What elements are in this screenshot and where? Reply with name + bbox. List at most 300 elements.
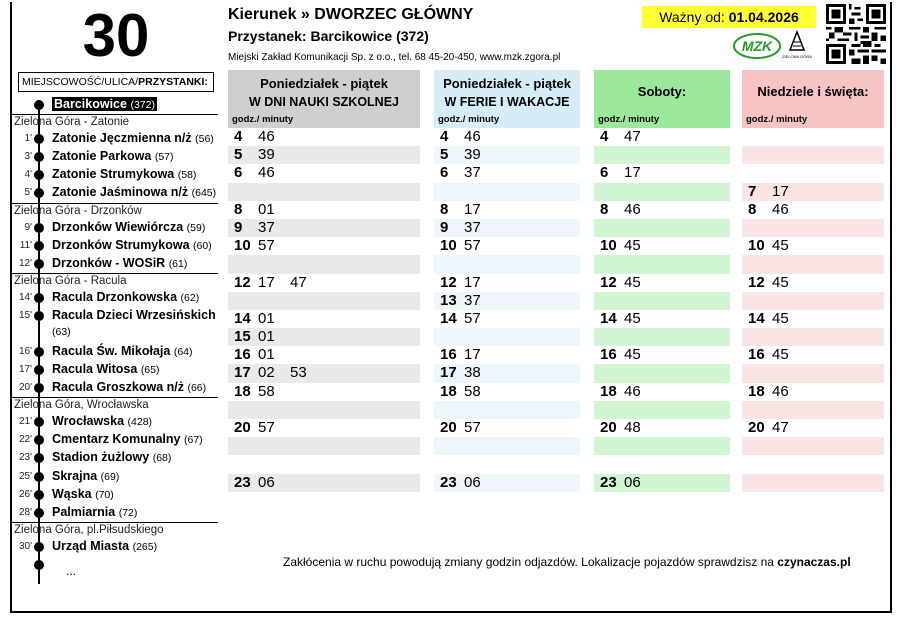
hour-row bbox=[594, 219, 730, 237]
minute: 02 bbox=[258, 364, 275, 382]
stop-name bbox=[52, 344, 193, 358]
stop-code: (265) bbox=[132, 540, 158, 553]
stop-code: (66) bbox=[187, 382, 207, 395]
hour-row bbox=[594, 437, 730, 455]
zone-label: Zielona Góra - Racula bbox=[12, 273, 218, 289]
minute: 45 bbox=[772, 273, 789, 291]
hour-row bbox=[228, 401, 420, 419]
stop-name bbox=[52, 97, 157, 111]
minute: 45 bbox=[624, 346, 641, 364]
hour: 17 bbox=[234, 364, 251, 382]
stop-code: (56) bbox=[195, 133, 214, 146]
hour: 23 bbox=[440, 473, 457, 491]
minute: 01 bbox=[258, 309, 275, 327]
hour-row bbox=[434, 292, 580, 310]
stop-code: (69) bbox=[100, 470, 120, 483]
stop-minutes: 21' bbox=[18, 416, 32, 428]
valid-from-badge bbox=[642, 6, 816, 28]
stops-header bbox=[18, 72, 214, 92]
stop-code: (57) bbox=[154, 151, 174, 164]
hour-row bbox=[434, 201, 580, 219]
zone-label: Zielona Góra, Wrocławska bbox=[12, 397, 218, 413]
stop-dot-icon bbox=[34, 490, 44, 500]
stop-code: (61) bbox=[168, 257, 188, 270]
hour-row bbox=[228, 201, 420, 219]
stop-code: (65) bbox=[140, 364, 160, 376]
stop-name-text: Racula Groszkowa n/ż bbox=[52, 380, 184, 395]
logo-text: MZK bbox=[741, 38, 773, 54]
minute: 45 bbox=[772, 309, 789, 327]
hour-row bbox=[742, 292, 884, 310]
minute: 47 bbox=[772, 419, 789, 436]
minute: 01 bbox=[258, 200, 275, 218]
stop-name-text: Drzonków Strumykowa bbox=[52, 237, 190, 252]
minute: 57 bbox=[258, 237, 275, 255]
stop-minutes: 25' bbox=[18, 470, 32, 482]
column-unit-label: godz./ minuty bbox=[746, 114, 808, 125]
hour-row bbox=[434, 219, 580, 237]
hour-row bbox=[434, 346, 580, 364]
hour: 7 bbox=[748, 182, 757, 200]
stop-name bbox=[52, 238, 212, 252]
minute: 06 bbox=[624, 473, 641, 491]
hour-row bbox=[742, 455, 884, 473]
stop-minutes: 1' bbox=[24, 133, 32, 145]
stop-dot-icon bbox=[34, 170, 44, 180]
logo-city-text: ZIELONA GÓRA bbox=[782, 54, 812, 59]
stop-code: (70) bbox=[95, 488, 114, 501]
direction-title: Kierunek » DWORZEC GŁÓWNY bbox=[228, 6, 474, 23]
column-subtitle: W FERIE I WAKACJE bbox=[444, 95, 570, 109]
minute: 45 bbox=[624, 273, 641, 291]
hour: 18 bbox=[748, 382, 765, 400]
hour-row bbox=[594, 255, 730, 273]
hour: 16 bbox=[234, 346, 251, 364]
hour-row bbox=[434, 310, 580, 328]
hour-row bbox=[434, 437, 580, 455]
stop-minutes: 15' bbox=[18, 309, 32, 321]
column-header bbox=[594, 70, 730, 128]
hour: 10 bbox=[234, 237, 251, 255]
stop-name bbox=[52, 131, 214, 145]
hour: 12 bbox=[748, 273, 765, 291]
hour-row bbox=[434, 419, 580, 437]
stop-name bbox=[52, 380, 206, 394]
stop-name bbox=[52, 149, 174, 163]
stop-minutes: 22' bbox=[18, 434, 32, 446]
stop-name-text: Drzonków - WOSiR bbox=[52, 255, 166, 270]
hour-row bbox=[228, 219, 420, 237]
hour-row bbox=[594, 474, 730, 492]
qr-code-icon bbox=[826, 4, 886, 64]
minute: 01 bbox=[258, 346, 275, 364]
hour: 12 bbox=[234, 273, 251, 291]
hour-row bbox=[742, 364, 884, 382]
stop-name bbox=[52, 220, 205, 234]
minute: 46 bbox=[624, 382, 641, 400]
stop-code: (63) bbox=[52, 325, 71, 338]
minute: 38 bbox=[464, 364, 481, 382]
hour-row bbox=[742, 274, 884, 292]
hour: 15 bbox=[234, 328, 251, 346]
minute: 46 bbox=[464, 128, 481, 145]
hour: 23 bbox=[234, 473, 251, 491]
stop-more: ... bbox=[66, 563, 77, 578]
hour-row bbox=[742, 474, 884, 492]
hour: 16 bbox=[600, 346, 617, 364]
minute: 17 bbox=[464, 273, 481, 291]
stop-dot-icon bbox=[34, 241, 44, 251]
valid-label: Ważny od: bbox=[659, 9, 729, 25]
minute: 17 bbox=[772, 182, 789, 200]
minute: 57 bbox=[464, 419, 481, 436]
hour: 6 bbox=[440, 164, 449, 182]
stop-minutes: 20' bbox=[18, 382, 32, 394]
hour-row bbox=[228, 437, 420, 455]
stop-dot-icon bbox=[34, 508, 44, 518]
departure-rows bbox=[594, 128, 730, 492]
hour-row bbox=[742, 255, 884, 273]
hour-row bbox=[434, 128, 580, 146]
hour-row bbox=[594, 237, 730, 255]
stop-name bbox=[52, 414, 152, 428]
valid-date: 01.04.2026 bbox=[728, 9, 799, 25]
hour-row bbox=[228, 237, 420, 255]
minute: 45 bbox=[772, 237, 789, 255]
hour-row bbox=[742, 346, 884, 364]
column-header bbox=[228, 70, 420, 128]
hour-row bbox=[594, 183, 730, 201]
hour-row bbox=[742, 437, 884, 455]
stop-code: (64) bbox=[173, 345, 193, 358]
hour: 12 bbox=[600, 273, 617, 291]
stop-name-text: Skrajna bbox=[52, 468, 98, 483]
minute: 48 bbox=[624, 419, 641, 436]
hour-row bbox=[228, 328, 420, 346]
hour-row bbox=[742, 401, 884, 419]
hour-row bbox=[434, 255, 580, 273]
hour-row bbox=[228, 383, 420, 401]
hour: 12 bbox=[440, 273, 457, 291]
hour: 8 bbox=[440, 200, 449, 218]
hour-row bbox=[742, 419, 884, 437]
minute: 47 bbox=[290, 273, 307, 291]
hour-row bbox=[434, 401, 580, 419]
column-unit-label: godz./ minuty bbox=[232, 114, 294, 125]
column-sunday bbox=[742, 70, 884, 492]
stop-name-text: Zatonie Jaśminowa n/ż bbox=[52, 185, 189, 200]
stop-name-text: Cmentarz Komunalny bbox=[52, 432, 181, 447]
stop-code: (62) bbox=[180, 291, 200, 304]
hour-row bbox=[228, 146, 420, 164]
stop-name bbox=[52, 185, 216, 199]
stop-code: (372) bbox=[130, 99, 155, 111]
stop-dot-icon bbox=[34, 383, 44, 393]
stop-name-text: Stadion żużlowy bbox=[52, 450, 150, 465]
hour-row bbox=[434, 383, 580, 401]
stops-header-a: MIEJSCOWOŚĆ/ULICA/ bbox=[22, 76, 139, 88]
column-title: Poniedziałek - piątek bbox=[443, 76, 571, 91]
column-title: Niedziele i święta: bbox=[757, 84, 869, 99]
stop-name-text: Wrocławska bbox=[52, 414, 125, 429]
stop-name bbox=[52, 290, 199, 304]
stop-title: Przystanek: Barcikowice (372) bbox=[228, 28, 429, 44]
minute: 37 bbox=[464, 218, 481, 236]
hour-row bbox=[742, 128, 884, 146]
minute: 39 bbox=[258, 146, 275, 164]
minute: 58 bbox=[258, 382, 275, 400]
stop-name bbox=[52, 308, 216, 322]
stop-code: (60) bbox=[193, 239, 212, 252]
stop-dot-icon bbox=[34, 152, 44, 162]
minute: 58 bbox=[464, 382, 481, 400]
hour: 5 bbox=[440, 146, 449, 164]
hour-row bbox=[228, 292, 420, 310]
hour-row bbox=[228, 274, 420, 292]
stop-name bbox=[52, 469, 119, 483]
stop-minutes: 14' bbox=[18, 291, 32, 303]
stop-name bbox=[52, 487, 114, 501]
hour: 20 bbox=[234, 419, 251, 436]
column-unit-label: godz./ minuty bbox=[438, 114, 500, 125]
hour: 6 bbox=[234, 164, 243, 182]
zone-label: Zielona Góra - Drzonków bbox=[12, 203, 218, 219]
column-title: Soboty: bbox=[637, 84, 687, 99]
stop-name-text: Drzonków Wiewiórcza bbox=[52, 219, 184, 234]
hour-row bbox=[434, 274, 580, 292]
hour: 5 bbox=[234, 146, 243, 164]
hour: 14 bbox=[234, 309, 251, 327]
stop-minutes: 4' bbox=[24, 169, 32, 181]
departure-rows bbox=[742, 128, 884, 492]
minute: 37 bbox=[258, 218, 275, 236]
hour-row bbox=[742, 383, 884, 401]
hour: 20 bbox=[440, 419, 457, 436]
hour-row bbox=[594, 146, 730, 164]
stop-name-text: Racula Św. Mikołaja bbox=[52, 343, 171, 358]
stop-name-text: Wąska bbox=[52, 486, 92, 501]
hour: 8 bbox=[748, 200, 757, 218]
hour: 4 bbox=[234, 128, 243, 145]
hour: 18 bbox=[234, 382, 251, 400]
hour-row bbox=[742, 201, 884, 219]
hour: 10 bbox=[600, 237, 617, 255]
minute: 39 bbox=[464, 146, 481, 164]
hour: 13 bbox=[440, 291, 457, 309]
hour-row bbox=[742, 328, 884, 346]
hour-row bbox=[742, 310, 884, 328]
minute: 01 bbox=[258, 328, 275, 346]
hour: 9 bbox=[234, 218, 243, 236]
stop-minutes: 17' bbox=[18, 364, 32, 375]
minute: 06 bbox=[258, 473, 275, 491]
stop-minutes: 28' bbox=[18, 506, 32, 518]
hour-row bbox=[594, 201, 730, 219]
column-subtitle: W DNI NAUKI SZKOLNEJ bbox=[249, 95, 399, 109]
minute: 06 bbox=[464, 473, 481, 491]
hour: 8 bbox=[600, 200, 609, 218]
stop-code: (645) bbox=[191, 187, 217, 200]
line-number: 30 bbox=[82, 2, 150, 69]
hour-row bbox=[434, 455, 580, 473]
stop-code: (59) bbox=[186, 221, 206, 234]
stop-dot-icon bbox=[34, 293, 44, 303]
stop-minutes: 30' bbox=[18, 540, 32, 552]
minute: 17 bbox=[624, 164, 641, 182]
stop-name bbox=[52, 362, 160, 376]
stop-dot-icon bbox=[34, 560, 44, 570]
minute: 37 bbox=[464, 291, 481, 309]
hour-row bbox=[594, 455, 730, 473]
column-saturday bbox=[594, 70, 730, 492]
hour-row bbox=[434, 364, 580, 382]
stop-dot-icon bbox=[34, 417, 44, 427]
hour-row bbox=[434, 237, 580, 255]
minute: 17 bbox=[258, 273, 275, 291]
footer-note bbox=[283, 555, 851, 569]
minute: 45 bbox=[624, 237, 641, 255]
hour: 20 bbox=[600, 419, 617, 436]
hour-row bbox=[594, 383, 730, 401]
hour-row bbox=[594, 346, 730, 364]
hour: 23 bbox=[600, 473, 617, 491]
company-info: Miejski Zakład Komunikacji Sp. z o.o., tel. 68 45-20-450, www.mzk.zgora.pl bbox=[228, 52, 561, 63]
hour-row bbox=[434, 328, 580, 346]
stop-name-text: Palmiarnia bbox=[52, 504, 116, 519]
hour-row bbox=[228, 474, 420, 492]
hour-row bbox=[594, 292, 730, 310]
stop-name bbox=[52, 256, 187, 270]
hour-row bbox=[594, 401, 730, 419]
stop-dot-icon bbox=[34, 435, 44, 445]
zone-label: Zielona Góra, pl.Piłsudskiego bbox=[12, 522, 218, 538]
departure-rows bbox=[434, 128, 580, 492]
minute: 17 bbox=[464, 200, 481, 218]
stop-dot-icon bbox=[34, 259, 44, 269]
column-title: Poniedziałek - piątek bbox=[260, 76, 388, 91]
hour-row bbox=[594, 128, 730, 146]
hour-row bbox=[228, 310, 420, 328]
column-unit-label: godz./ minuty bbox=[598, 114, 660, 125]
hour: 18 bbox=[440, 382, 457, 400]
hour-row bbox=[742, 146, 884, 164]
stop-dot-icon bbox=[34, 188, 44, 198]
departure-rows bbox=[228, 128, 420, 492]
minute: 47 bbox=[624, 128, 641, 145]
stop-dot-icon bbox=[34, 134, 44, 144]
hour: 16 bbox=[440, 346, 457, 364]
hour-row bbox=[228, 419, 420, 437]
minute: 46 bbox=[258, 128, 275, 145]
hour-row bbox=[228, 164, 420, 182]
column-header bbox=[434, 70, 580, 128]
hour-row bbox=[228, 255, 420, 273]
hour-row bbox=[228, 346, 420, 364]
hour-row bbox=[594, 364, 730, 382]
hour-row bbox=[228, 183, 420, 201]
hour-row bbox=[742, 183, 884, 201]
stop-name-text: Zatonie Strumykowa bbox=[52, 167, 175, 182]
hour: 9 bbox=[440, 218, 449, 236]
stops-header-b: PRZYSTANKI: bbox=[138, 76, 208, 88]
hour: 4 bbox=[600, 128, 609, 145]
hour: 14 bbox=[748, 309, 765, 327]
hour-row bbox=[742, 237, 884, 255]
hour: 14 bbox=[600, 309, 617, 327]
stop-name-text: Zatonie Parkowa bbox=[52, 149, 152, 164]
minute: 46 bbox=[772, 200, 789, 218]
hour: 4 bbox=[440, 128, 449, 145]
minute: 46 bbox=[624, 200, 641, 218]
hour: 10 bbox=[748, 237, 765, 255]
hour-row bbox=[594, 274, 730, 292]
minute: 46 bbox=[258, 164, 275, 182]
stop-name-text: Urząd Miasta bbox=[52, 538, 130, 553]
stop-minutes: 16' bbox=[18, 345, 32, 357]
stop-name-text: Racula Witosa bbox=[52, 362, 138, 376]
stop-dot-icon bbox=[34, 472, 44, 482]
hour: 8 bbox=[234, 200, 243, 218]
mzk-logo bbox=[732, 32, 782, 60]
hour-row bbox=[594, 328, 730, 346]
city-crest-icon bbox=[782, 30, 812, 60]
stop-list bbox=[12, 96, 218, 602]
stop-code: (68) bbox=[152, 452, 172, 465]
stop-code: (58) bbox=[177, 169, 197, 182]
minute: 46 bbox=[772, 382, 789, 400]
hour: 10 bbox=[440, 237, 457, 255]
stop-name-text: Zatonie Jęczmienna n/ż bbox=[52, 131, 192, 146]
stop-minutes: 12' bbox=[18, 257, 32, 269]
footer-text: Zakłócenia w ruchu powodują zmiany godzin odjazdów. Lokalizacje pojazdów sprawdzisz na bbox=[283, 555, 778, 569]
hour-row bbox=[742, 219, 884, 237]
hour: 20 bbox=[748, 419, 765, 436]
minute: 53 bbox=[290, 364, 307, 382]
minute: 45 bbox=[624, 309, 641, 327]
stop-code: (72) bbox=[118, 506, 138, 519]
hour: 14 bbox=[440, 309, 457, 327]
stop-minutes: 26' bbox=[18, 488, 32, 500]
hour-row bbox=[594, 310, 730, 328]
stop-dot-icon bbox=[34, 453, 44, 463]
stop-minutes: 3' bbox=[24, 151, 32, 163]
hour: 6 bbox=[600, 164, 609, 182]
column-holiday bbox=[434, 70, 580, 492]
stop-dot-icon bbox=[34, 100, 44, 110]
column-schoolday bbox=[228, 70, 420, 492]
hour-row bbox=[594, 164, 730, 182]
stop-minutes: 11' bbox=[19, 239, 32, 251]
stop-name bbox=[52, 539, 157, 553]
stop-name bbox=[52, 432, 203, 446]
stop-dot-icon bbox=[34, 223, 44, 233]
stop-minutes: 5' bbox=[24, 187, 32, 199]
footer-link[interactable]: czynaczas.pl bbox=[777, 555, 851, 569]
hour-row bbox=[228, 364, 420, 382]
stop-dot-icon bbox=[34, 365, 44, 375]
hour-row bbox=[434, 146, 580, 164]
stop-minutes: 23' bbox=[18, 452, 32, 464]
stop-code: (67) bbox=[183, 434, 203, 447]
hour-row bbox=[434, 164, 580, 182]
stop-name-text: Racula Drzonkowska bbox=[52, 289, 178, 304]
stop-dot-icon bbox=[34, 347, 44, 357]
stop-name bbox=[52, 505, 137, 519]
minute: 37 bbox=[464, 164, 481, 182]
stop-name bbox=[52, 167, 196, 181]
column-header bbox=[742, 70, 884, 128]
hour-row bbox=[228, 455, 420, 473]
